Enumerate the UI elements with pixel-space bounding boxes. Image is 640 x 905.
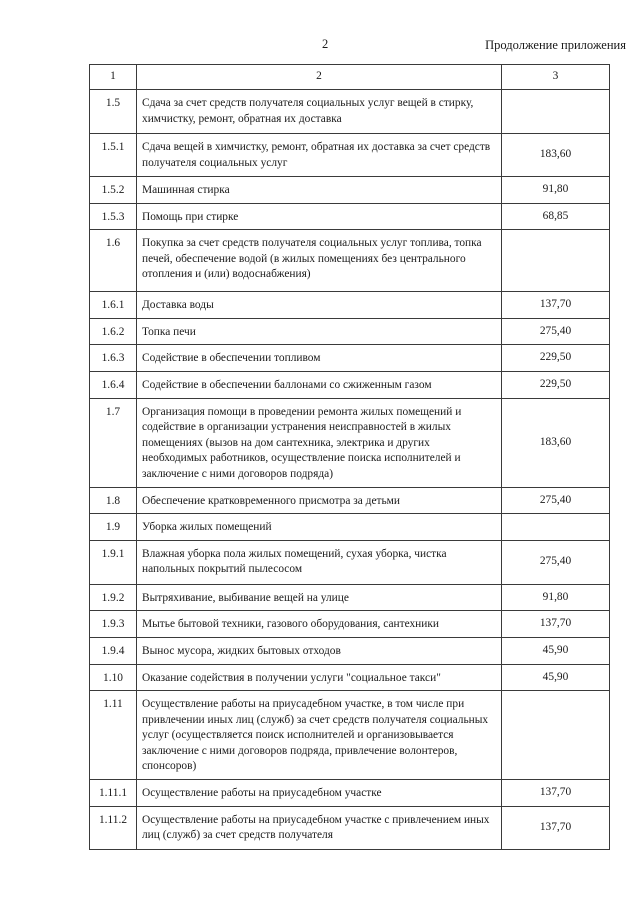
row-number: 1.9.4 [90,637,137,664]
table-row [90,318,610,345]
row-number: 1.6.3 [90,345,137,372]
table-row [90,398,610,487]
row-price: 137,70 [502,806,610,849]
row-price: 183,60 [502,134,610,177]
row-description: Мытье бытовой техники, газового оборудования, сантехники [137,611,502,638]
row-number: 1.6.1 [90,292,137,319]
row-price: 275,40 [502,540,610,584]
row-price: 68,85 [502,203,610,230]
table-row [90,806,610,849]
row-number: 1.6.4 [90,371,137,398]
table-row [90,292,610,319]
row-description: Содействие в обеспечении топливом [137,345,502,372]
table-row [90,584,610,611]
row-number: 1.5 [90,90,137,134]
table-row [90,487,610,514]
row-price: 275,40 [502,487,610,514]
row-description: Покупка за счет средств получателя социальных услуг топлива, топка печей, обеспечение водой (в жилых помещениях без центрального отопления и (или) водоснабжения) [137,230,502,292]
row-price: 91,80 [502,584,610,611]
table-row [90,90,610,134]
row-description: Помощь при стирке [137,203,502,230]
table-row [90,611,610,638]
row-description: Оказание содействия в получении услуги "социальное такси" [137,664,502,691]
row-price: 137,70 [502,611,610,638]
row-description: Вытряхивание, выбивание вещей на улице [137,584,502,611]
row-number: 1.9.1 [90,540,137,584]
table-row [90,637,610,664]
row-price: 45,90 [502,664,610,691]
row-number: 1.9.3 [90,611,137,638]
services-price-table [89,64,610,850]
row-number: 1.11 [90,691,137,780]
row-description: Сдача за счет средств получателя социальных услуг вещей в стирку, химчистку, ремонт, обратная их доставка [137,90,502,134]
row-number: 1.5.2 [90,177,137,204]
row-number: 1.11.2 [90,806,137,849]
page-number: 2 [322,37,329,51]
row-number: 1.7 [90,398,137,487]
table-row [90,134,610,177]
table-row [90,540,610,584]
row-description: Уборка жилых помещений [137,514,502,541]
row-number: 1.9 [90,514,137,541]
table-row [90,691,610,780]
row-price: 229,50 [502,345,610,372]
table-row [90,780,610,807]
column-header-2: 2 [137,65,502,90]
row-price: 91,80 [502,177,610,204]
row-number: 1.10 [90,664,137,691]
row-description: Сдача вещей в химчистку, ремонт, обратная их доставка за счет средств получателя социальных услуг [137,134,502,177]
row-description: Доставка воды [137,292,502,319]
table-row [90,514,610,541]
row-price: 275,40 [502,318,610,345]
row-price [502,230,610,292]
row-description: Машинная стирка [137,177,502,204]
column-header-3: 3 [502,65,610,90]
table-row [90,345,610,372]
row-number: 1.11.1 [90,780,137,807]
row-price: 137,70 [502,780,610,807]
table-row [90,203,610,230]
table-row [90,664,610,691]
row-price [502,90,610,134]
row-price [502,691,610,780]
row-description: Обеспечение кратковременного присмотра за детьми [137,487,502,514]
row-description: Осуществление работы на приусадебном участке, в том числе при привлечении иных лиц (служб) за счет средств получателя социальных услуг (осуществляется поиск исполнителей и организовывается заключение с ними договоров подряда, привлечение волонтеров, спонсоров) [137,691,502,780]
row-number: 1.8 [90,487,137,514]
row-description: Топка печи [137,318,502,345]
row-description: Осуществление работы на приусадебном участке с привлечением иных лиц (служб) за счет средств получателя [137,806,502,849]
row-number: 1.9.2 [90,584,137,611]
table-row [90,230,610,292]
table-row [90,177,610,204]
row-description: Влажная уборка пола жилых помещений, сухая уборка, чистка напольных покрытий пылесосом [137,540,502,584]
row-number: 1.6 [90,230,137,292]
row-number: 1.6.2 [90,318,137,345]
column-header-1: 1 [90,65,137,90]
row-number: 1.5.1 [90,134,137,177]
row-price: 183,60 [502,398,610,487]
continuation-note: Продолжение приложения [485,38,626,52]
row-price: 137,70 [502,292,610,319]
row-description: Осуществление работы на приусадебном участке [137,780,502,807]
row-price: 229,50 [502,371,610,398]
row-description: Вынос мусора, жидких бытовых отходов [137,637,502,664]
table-header-row [90,65,610,90]
row-number: 1.5.3 [90,203,137,230]
row-description: Содействие в обеспечении баллонами со сжиженным газом [137,371,502,398]
row-price [502,514,610,541]
table-row [90,371,610,398]
row-description: Организация помощи в проведении ремонта жилых помещений и содействие в организации устранения неисправностей в жилых помещениях (вызов на дом сантехника, электрика и других необходимых работников, осуществление поиска исполнителей и заключение с ними договоров подряда) [137,398,502,487]
row-price: 45,90 [502,637,610,664]
